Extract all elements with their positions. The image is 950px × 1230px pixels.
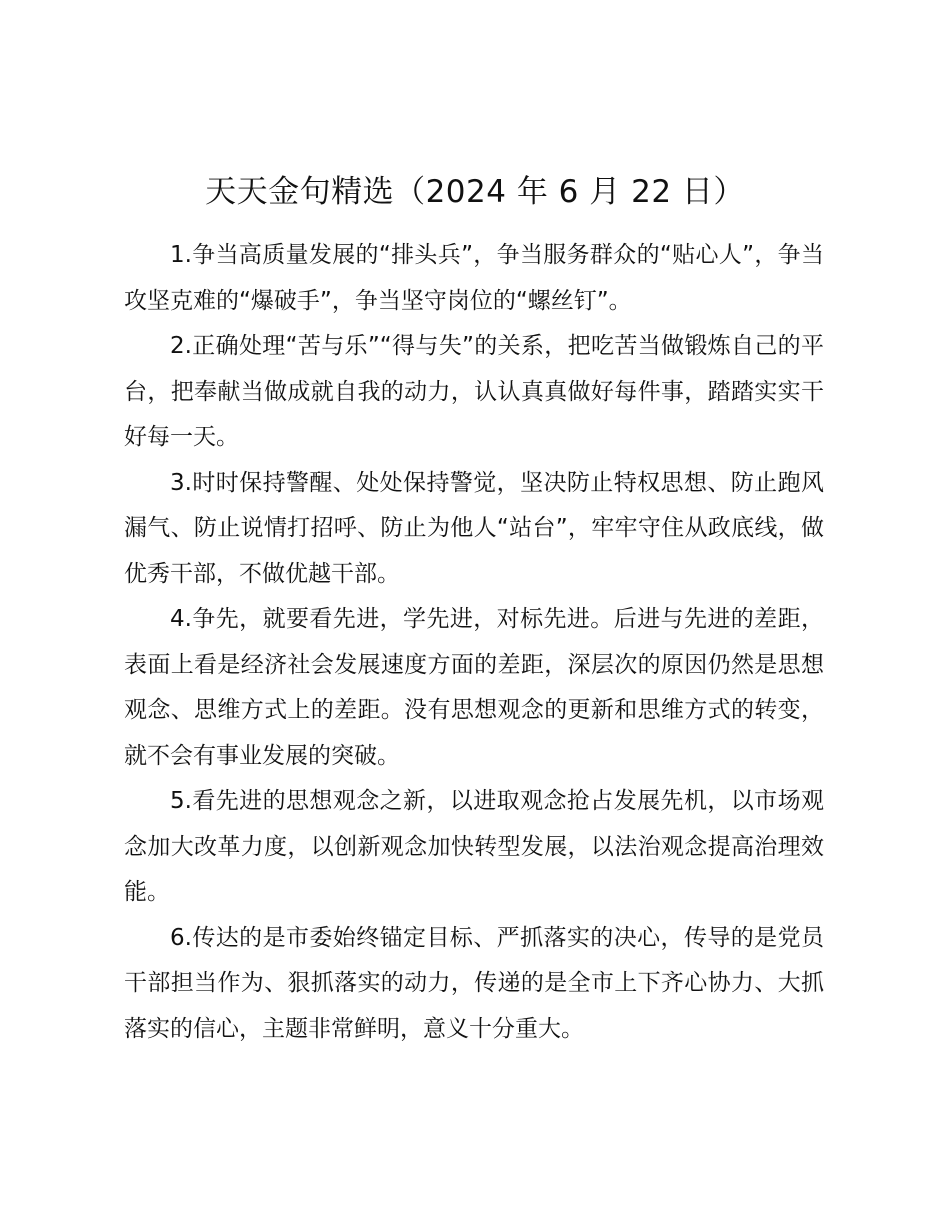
document-body <box>124 233 824 1052</box>
paragraph-2: 2.正确处理“苦与乐”“得与失”的关系，把吃苦当做锻炼自己的平台，把奉献当做成就自我的动力，认认真真做好每件事，踏踏实实干好每一天。 <box>124 333 824 450</box>
paragraph-1: 1.争当高质量发展的“排头兵”，争当服务群众的“贴心人”，争当攻坚克难的“爆破手”，争当坚守岗位的“螺丝钉”。 <box>124 242 824 314</box>
paragraph-4: 4.争先，就要看先进，学先进，对标先进。后进与先进的差距，表面上看是经济社会发展速度方面的差距，深层次的原因仍然是思想观念、思维方式上的差距。没有思想观念的更新和思维方式的转变，就不会有事业发展的突破。 <box>124 606 824 769</box>
paragraph-3: 3.时时保持警醒、处处保持警觉，坚决防止特权思想、防止跑风漏气、防止说情打招呼、防止为他人“站台”，牢牢守住从政底线，做优秀干部，不做优越干部。 <box>124 469 824 587</box>
page-title: 天天金句精选（2024 年 6 月 22 日） <box>205 174 745 210</box>
paragraph-6: 6.传达的是市委始终锚定目标、严抓落实的决心，传导的是党员干部担当作为、狠抓落实的动力，传递的是全市上下齐心协力、大抓落实的信心，主题非常鲜明，意义十分重大。 <box>124 924 824 1042</box>
paragraph-5: 5.看先进的思想观念之新，以进取观念抢占发展先机，以市场观念加大改革力度，以创新观念加快转型发展，以法治观念提高治理效能。 <box>124 788 824 905</box>
